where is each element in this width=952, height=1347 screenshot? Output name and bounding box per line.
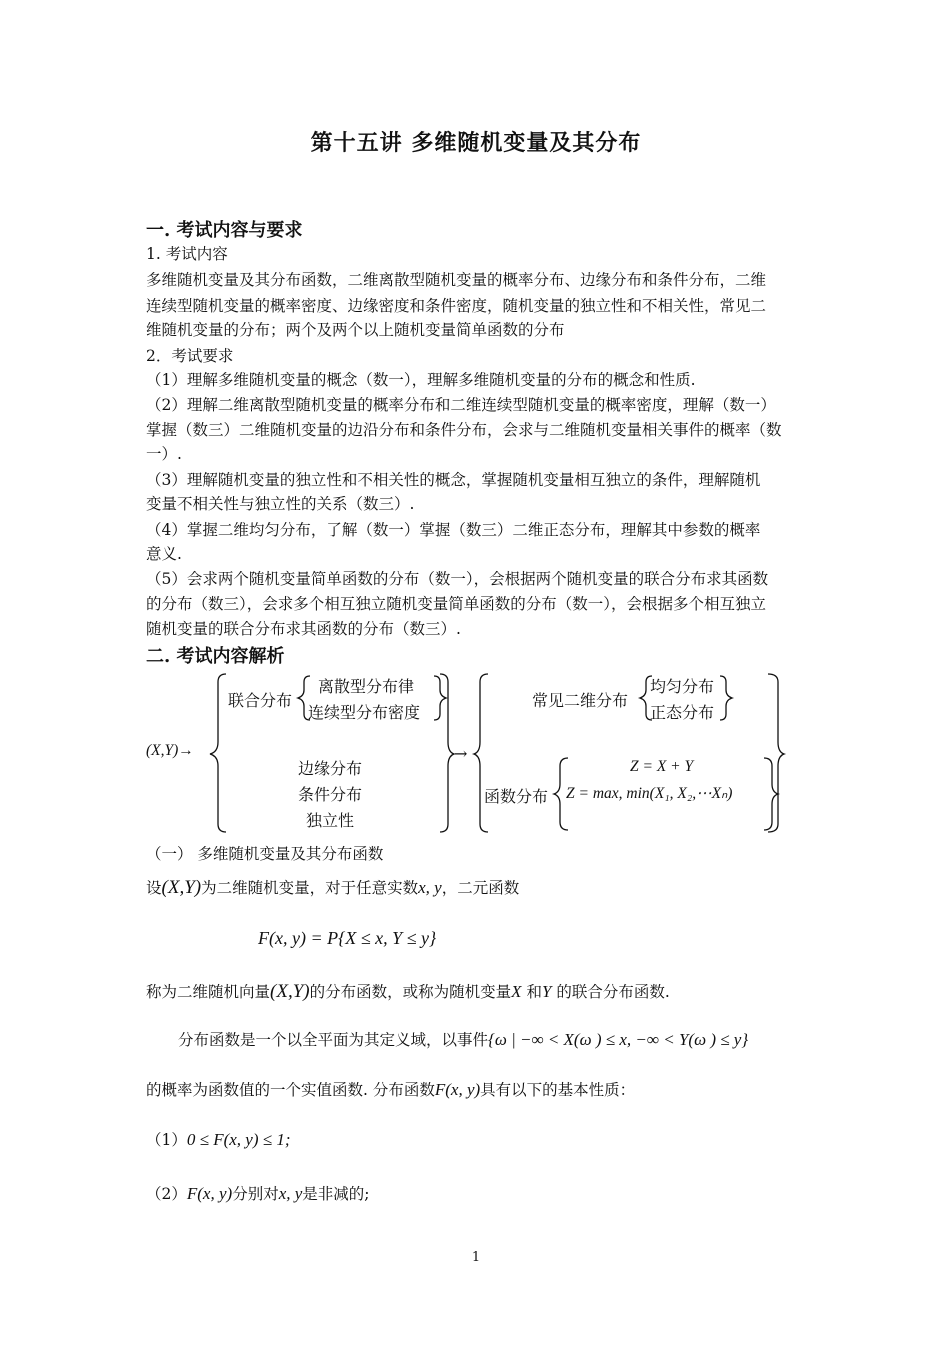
- diagram-independence: 独立性: [306, 811, 355, 830]
- math-xy: (X,Y): [161, 877, 202, 898]
- diagram-common2d: 常见二维分布: [532, 691, 629, 710]
- root-variable: (X,Y)→: [146, 742, 194, 759]
- math-event: {ω | −∞ < X(ω ) ≤ x, −∞ < Y(ω ) ≤ y}: [488, 1030, 749, 1049]
- diagram-discrete: 离散型分布律: [318, 677, 415, 696]
- outer-close-brace: [768, 674, 784, 832]
- diagram-arrow: →: [454, 744, 468, 763]
- diagram-normal: 正态分布: [650, 703, 715, 722]
- subheading-requirements: 2．考试要求: [146, 347, 234, 365]
- formula-z-sum: Z = X + Y: [630, 758, 694, 775]
- text: 称为二维随机向量: [146, 983, 271, 1001]
- math-F: F(x, y): [186, 1184, 233, 1203]
- diagram-joint: 联合分布: [228, 691, 293, 710]
- math-X: X: [511, 982, 522, 1001]
- joint-close-brace: [434, 676, 446, 720]
- distribution-structure-diagram: [140, 668, 800, 838]
- requirement-line: 变量不相关性与独立性的关系（数三）.: [146, 495, 415, 513]
- requirement-line: （4）掌握二维均匀分布，了解（数一）掌握（数三）二维正态分布，理解其中参数的概率: [146, 521, 761, 539]
- text: 设: [146, 879, 162, 897]
- diagram-funcdist: 函数分布: [484, 787, 549, 806]
- func-close-brace: [764, 758, 778, 830]
- common-close-brace: [720, 676, 732, 720]
- requirement-line: 的分布（数三），会求多个相互独立随机变量简单函数的分布（数一），会根据多个相互独立: [146, 595, 767, 613]
- left-brace: [210, 674, 226, 832]
- diagram-marginal: 边缘分布: [298, 759, 363, 778]
- text: 为二维随机变量，对于任意实数: [201, 879, 419, 897]
- content-line: 多维随机变量及其分布函数，二维离散型随机变量的概率分布、边缘分布和条件分布，二维: [146, 271, 767, 289]
- requirement-line: 掌握（数三）二维随机变量的边沿分布和条件分布，会求与二维随机变量相关事件的概率（数: [146, 421, 782, 439]
- requirement-line: （3）理解随机变量的独立性和不相关性的概念，掌握随机变量相互独立的条件，理解随机: [146, 471, 761, 489]
- requirement-line: （1）理解多维随机变量的概念（数一），理解多维随机变量的分布的概念和性质.: [146, 371, 696, 389]
- math-xy: (X,Y): [270, 981, 310, 1002]
- content-line: 连续型随机变量的概率密度、边缘密度和条件密度，随机变量的独立性和不相关性，常见二: [146, 297, 767, 315]
- text: （2）: [146, 1185, 187, 1203]
- text: 的概率为函数值的一个实值函数. 分布函数: [146, 1081, 435, 1099]
- right-block-brace: [474, 674, 488, 832]
- text: 分别对: [232, 1185, 279, 1203]
- formula-z-maxmin: Z = max, min(X₁, X₂,⋯Xₙ): [566, 785, 733, 802]
- definition-line: [146, 876, 519, 900]
- called-line: [146, 980, 670, 1004]
- requirement-line: （2）理解二维离散型随机变量的概率分布和二维连续型随机变量的概率密度，理解（数一）: [146, 396, 776, 414]
- text: 的联合分布函数.: [556, 983, 670, 1001]
- requirement-line: 一）.: [146, 445, 182, 463]
- dist-desc-line: [178, 1028, 748, 1052]
- page-number: 1: [471, 1250, 481, 1265]
- section-heading-analysis: 二. 考试内容解析: [146, 646, 285, 667]
- page-title: 第十五讲 多维随机变量及其分布: [310, 130, 642, 156]
- section-heading-requirements: 一. 考试内容与要求: [146, 220, 303, 241]
- requirement-line: 意义.: [146, 545, 182, 563]
- text: 和: [526, 983, 542, 1001]
- content-line: 维随机变量的分布；两个及两个以上随机变量简单函数的分布: [146, 321, 565, 339]
- math-F: F(x, y): [434, 1080, 481, 1099]
- text: 是非减的;: [302, 1185, 370, 1203]
- formula-F: F(x, y) = P{X ≤ x, Y ≤ y}: [258, 928, 437, 948]
- diagram-continuous: 连续型分布密度: [308, 703, 421, 722]
- math-xy: x, y: [278, 1184, 303, 1203]
- requirement-line: （5）会求两个随机变量简单函数的分布（数一），会根据两个随机变量的联合分布求其函数: [146, 570, 769, 588]
- text: 具有以下的基本性质：: [480, 1081, 636, 1099]
- property-1: [146, 1128, 291, 1152]
- property-2: [146, 1182, 370, 1206]
- math-xy: x, y: [418, 878, 442, 897]
- diagram-conditional: 条件分布: [298, 785, 363, 804]
- prob-line: [146, 1078, 635, 1102]
- text: ，二元函数: [441, 879, 520, 897]
- text: 的分布函数，或称为随机变量: [309, 983, 512, 1001]
- math-prop1: 0 ≤ F(x, y) ≤ 1;: [186, 1130, 291, 1149]
- text: 分布函数是一个以全平面为其定义域，以事件: [178, 1031, 489, 1049]
- subheading-content: 1. 考试内容: [146, 245, 228, 263]
- text: （1）: [146, 1131, 187, 1149]
- requirement-line: 随机变量的联合分布求其函数的分布（数三）.: [146, 620, 461, 638]
- diagram-uniform: 均匀分布: [650, 677, 715, 696]
- math-Y: Y: [541, 982, 552, 1001]
- subsection-heading: （一） 多维随机变量及其分布函数: [146, 845, 384, 863]
